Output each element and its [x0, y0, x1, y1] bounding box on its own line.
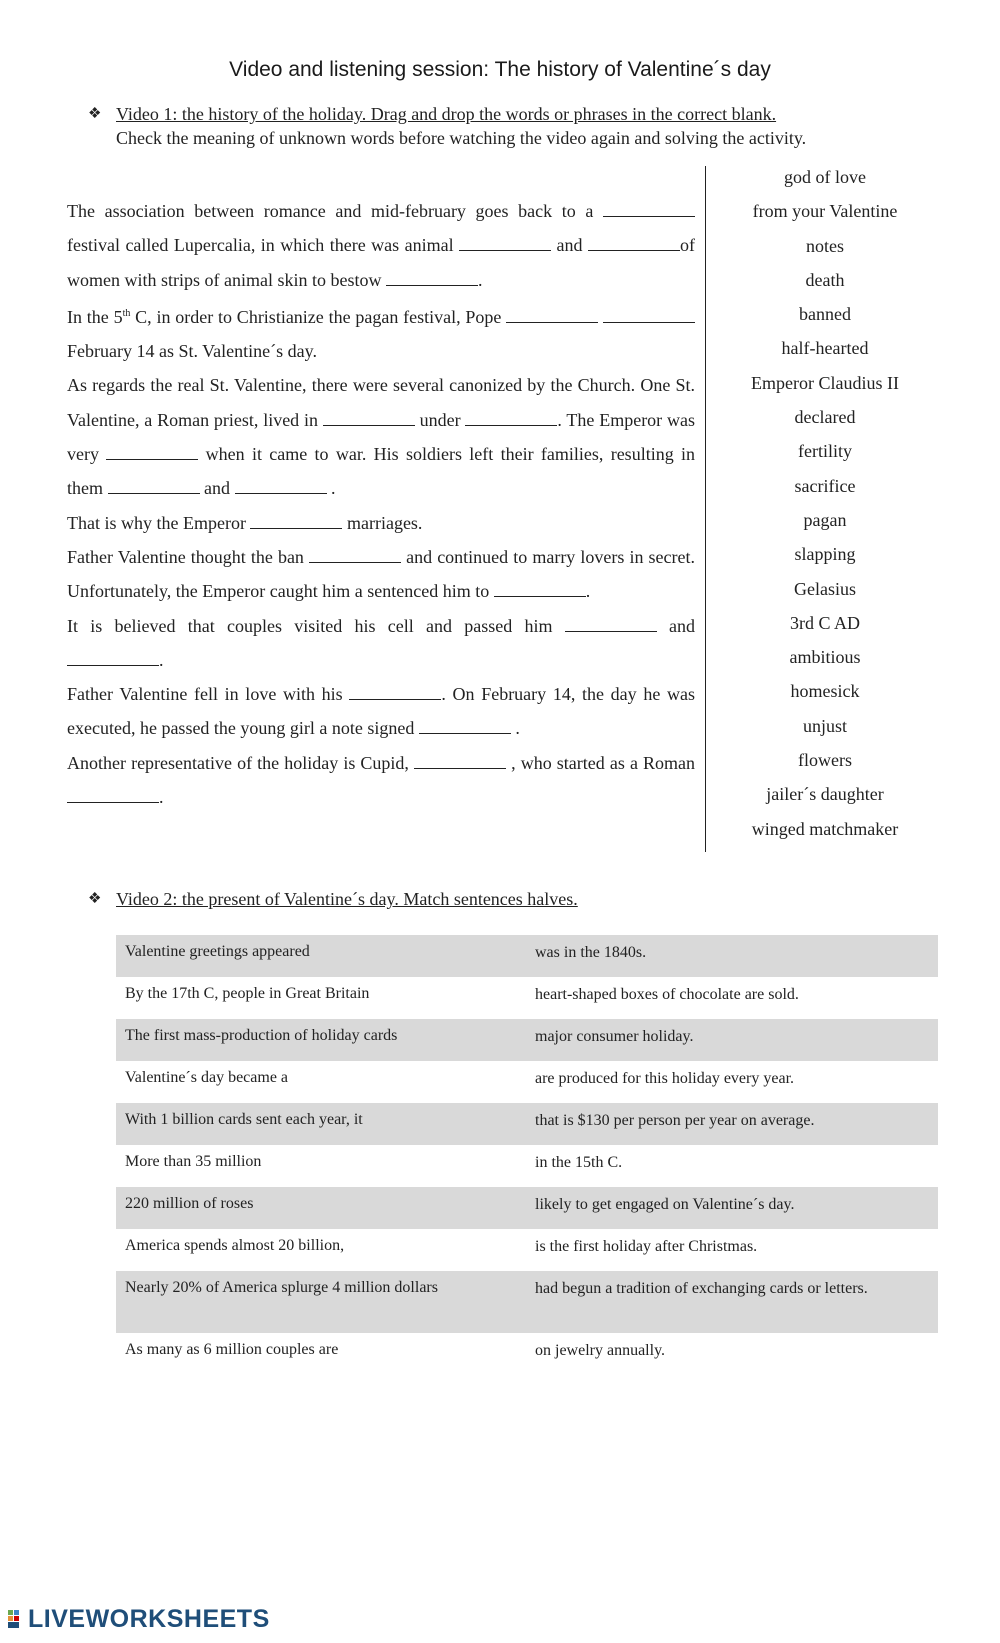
draggable-word[interactable]: half-hearted — [781, 338, 869, 359]
draggable-word[interactable]: Emperor Claudius II — [751, 372, 899, 393]
blank-drop-target[interactable] — [67, 788, 159, 803]
table-row — [116, 1103, 938, 1145]
passage-text: when it came to war. His soldiers left their families, resulting in them — [67, 444, 696, 499]
draggable-word[interactable]: flowers — [798, 750, 852, 771]
column-divider — [705, 166, 706, 852]
blank-drop-target[interactable] — [349, 685, 441, 700]
draggable-word[interactable]: sacrifice — [794, 475, 856, 496]
video1-instruction — [116, 102, 806, 150]
draggable-word[interactable]: unjust — [802, 715, 847, 736]
matching-table — [116, 935, 938, 1375]
sentence-start[interactable]: America spends almost 20 billion, — [125, 1237, 345, 1254]
table-row — [116, 1019, 938, 1061]
draggable-word[interactable]: ambitious — [789, 647, 861, 668]
passage-text: It is believed that couples visited his cell and passed him — [67, 615, 553, 636]
passage-text: . — [585, 581, 591, 602]
logo-icon — [8, 1608, 26, 1630]
sentence-end[interactable]: in the 15th C. — [535, 1154, 623, 1171]
passage-text: festival called Lupercalia, in which there was animal — [67, 235, 454, 256]
draggable-word[interactable]: from your Valentine — [752, 201, 898, 222]
page-title: Video and listening session: The history of Valentine´s day — [229, 58, 771, 81]
passage-text: That is why the Emperor — [67, 512, 246, 533]
table-row — [116, 977, 938, 1019]
draggable-word[interactable]: god of love — [784, 167, 866, 187]
blank-drop-target[interactable] — [465, 411, 557, 426]
draggable-word[interactable]: Gelasius — [794, 578, 856, 599]
sentence-end[interactable]: heart-shaped boxes of chocolate are sold. — [535, 986, 799, 1003]
passage-text: . — [515, 718, 520, 739]
sentence-end[interactable]: that is $130 per person per year on average. — [535, 1112, 815, 1129]
passage-text: under — [419, 409, 461, 430]
blank-drop-target[interactable] — [235, 479, 327, 494]
passage-text: . — [159, 649, 164, 670]
draggable-word[interactable]: banned — [799, 304, 851, 325]
draggable-word[interactable]: winged matchmaker — [751, 818, 899, 839]
passage-text: C, in order to Christianize the pagan festival, Pope — [130, 306, 502, 327]
sentence-start[interactable]: As many as 6 million couples are — [125, 1341, 339, 1358]
bullet-icon: ❖ — [88, 106, 102, 122]
sentence-end[interactable]: on jewelry annually. — [535, 1342, 666, 1359]
sentence-start[interactable]: The first mass-production of holiday cards — [125, 1027, 398, 1044]
bullet-icon: ❖ — [88, 891, 102, 907]
passage — [67, 194, 695, 814]
draggable-word[interactable]: 3rd C AD — [789, 612, 860, 633]
sentence-start[interactable]: More than 35 million — [125, 1153, 262, 1170]
blank-drop-target[interactable] — [414, 754, 506, 769]
blank-drop-target[interactable] — [108, 479, 200, 494]
table-row — [116, 1061, 938, 1103]
passage-text: . — [331, 478, 336, 499]
blank-drop-target[interactable] — [309, 548, 401, 563]
passage-text: Father Valentine thought the ban — [67, 546, 304, 567]
blank-drop-target[interactable] — [386, 271, 478, 286]
liveworksheets-logo — [8, 1605, 270, 1634]
blank-drop-target[interactable] — [250, 514, 342, 529]
sentence-start[interactable]: By the 17th C, people in Great Britain — [125, 985, 370, 1002]
video2-instruction — [116, 887, 578, 911]
passage-text: February 14 as St. Valentine´s day. — [67, 341, 317, 362]
video1-instruction-line1: Video 1: the history of the holiday. Drag and drop the words or phrases in the correct blank. — [116, 104, 777, 124]
passage-text: The association between romance and mid-february goes back to a — [67, 201, 594, 221]
sentence-start[interactable]: 220 million of roses — [125, 1195, 254, 1212]
blank-drop-target[interactable] — [603, 202, 695, 217]
passage-text: , who started as a Roman — [511, 752, 696, 773]
video2-instruction-text: Video 2: the present of Valentine´s day. Match sentences halves. — [116, 889, 578, 909]
sentence-end[interactable]: is the first holiday after Christmas. — [535, 1238, 758, 1255]
sentence-start[interactable]: With 1 billion cards sent each year, it — [125, 1111, 363, 1128]
draggable-word[interactable]: jailer´s daughter — [766, 784, 884, 805]
passage-text: and — [556, 235, 583, 256]
draggable-word[interactable]: fertility — [798, 441, 852, 462]
blank-drop-target[interactable] — [588, 236, 680, 251]
sentence-start[interactable]: Nearly 20% of America splurge 4 million dollars — [125, 1279, 438, 1296]
passage-text: . The Emperor was very — [67, 409, 695, 465]
blank-drop-target[interactable] — [106, 445, 198, 460]
passage-text: marriages. — [346, 512, 423, 533]
passage-text: . — [477, 269, 483, 290]
table-row — [116, 1145, 938, 1187]
passage-text: As regards the real St. Valentine, there were several canonized by the Church. One St. Valentine, a Roman priest, lived in — [67, 375, 695, 430]
passage-text: In the 5 — [67, 306, 123, 327]
sentence-start[interactable]: Valentine greetings appeared — [125, 943, 310, 960]
video1-instruction-line2: Check the meaning of unknown words before watching the video again and solving the activity. — [116, 128, 807, 148]
table-row — [116, 935, 938, 977]
passage-text: and continued to marry lovers in secret. Unfortunately, the Emperor caught him a sentenced him to — [67, 546, 696, 602]
blank-drop-target[interactable] — [459, 236, 551, 251]
sentence-end[interactable]: are produced for this holiday every year. — [535, 1070, 795, 1087]
blank-drop-target[interactable] — [603, 308, 695, 323]
sentence-start[interactable]: Valentine´s day became a — [125, 1069, 289, 1086]
table-row — [116, 1333, 938, 1375]
table-row — [116, 1187, 938, 1229]
draggable-word[interactable]: death — [805, 269, 845, 290]
word-bank — [710, 160, 940, 846]
passage-text: and — [204, 478, 230, 499]
sentence-end[interactable]: major consumer holiday. — [535, 1028, 694, 1045]
draggable-word[interactable]: declared — [794, 407, 856, 428]
passage-text: Father Valentine fell in love with his — [67, 684, 343, 705]
passage-text: of women with strips of animal skin to bestow — [67, 235, 696, 290]
draggable-word[interactable]: pagan — [803, 509, 847, 530]
table-row — [116, 1271, 938, 1333]
draggable-word[interactable]: homesick — [790, 681, 860, 702]
sentence-end[interactable]: likely to get engaged on Valentine´s day. — [535, 1196, 795, 1213]
passage-text: and — [669, 615, 696, 636]
draggable-word[interactable]: slapping — [794, 544, 856, 565]
passage-text: . — [159, 787, 164, 808]
blank-drop-target[interactable] — [419, 719, 511, 734]
blank-drop-target[interactable] — [494, 582, 586, 597]
logo-text: LIVEWORKSHEETS — [28, 1605, 270, 1633]
passage-text: . On February 14, the day he was executed, he passed the young girl a note signed — [67, 684, 695, 739]
superscript: th — [122, 307, 131, 319]
draggable-word[interactable]: notes — [806, 235, 844, 256]
passage-text: Another representative of the holiday is Cupid, — [67, 752, 409, 773]
blank-drop-target[interactable] — [67, 651, 159, 666]
blank-drop-target[interactable] — [506, 308, 598, 323]
sentence-end[interactable]: was in the 1840s. — [535, 944, 647, 961]
blank-drop-target[interactable] — [565, 617, 657, 632]
table-row — [116, 1229, 938, 1271]
blank-drop-target[interactable] — [323, 411, 415, 426]
sentence-end[interactable]: had begun a tradition of exchanging cards or letters. — [535, 1280, 868, 1297]
